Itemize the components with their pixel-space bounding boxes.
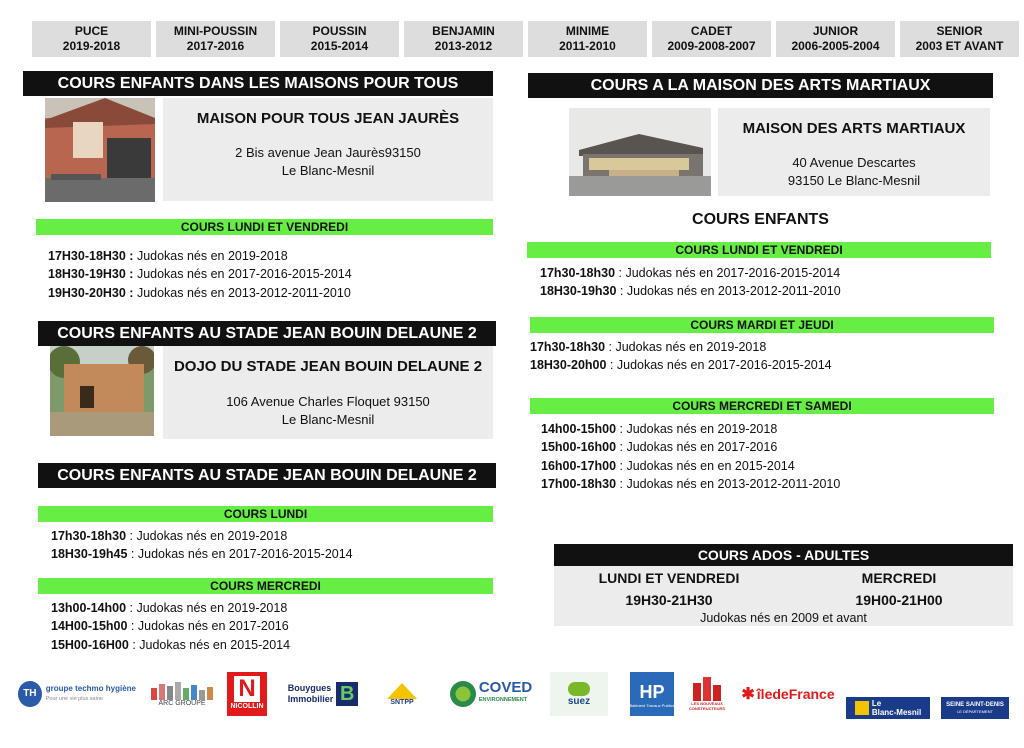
coved-name: COVED	[478, 679, 533, 696]
category-name: BENJAMIN	[432, 24, 495, 38]
schedule-row	[51, 617, 290, 635]
venue-card-dojo-stade	[163, 346, 493, 439]
venue-address-line1: 2 Bis avenue Jean Jaurès93150	[235, 145, 421, 160]
venue-address-line1: 106 Avenue Charles Floquet 93150	[226, 394, 430, 409]
category-name: SENIOR	[936, 24, 983, 38]
schedule-text: Judokas nés en 2017-2016-2015-2014	[133, 267, 352, 282]
hp-name: HP	[639, 681, 665, 702]
days-bar-mardi-jeudi: COURS MARDI ET JEUDI	[530, 317, 994, 333]
days-bar-lundi-vendredi: COURS LUNDI ET VENDREDI	[527, 242, 991, 258]
suez-name: suez	[567, 695, 591, 707]
schedule-row	[51, 599, 290, 617]
logo-seine-saint-denis	[941, 697, 1009, 719]
nouveaux-icon	[689, 677, 725, 701]
photo-maison-pour-tous	[45, 98, 155, 202]
schedule-text: : Judokas nés en 2017-2016	[616, 440, 778, 455]
idf-name: îledeFrance	[756, 686, 835, 702]
category-name: PUCE	[74, 24, 109, 38]
days-bar-mercredi-samedi: COURS MERCREDI ET SAMEDI	[530, 398, 994, 414]
category-name: MINI-POUSSIN	[173, 24, 258, 38]
schedule-row	[51, 636, 290, 654]
section-title-stade-2: COURS ENFANTS AU STADE JEAN BOUIN DELAUNE 2	[38, 463, 496, 488]
schedule-row	[530, 338, 832, 356]
schedule-row	[51, 545, 353, 563]
category-cell	[156, 21, 275, 57]
schedule-time: 17H30-18H30 :	[48, 249, 134, 263]
schedule-row	[48, 247, 352, 265]
schedule-time: 14h00-15h00	[541, 422, 617, 436]
sntpp-name: SNTPP	[390, 698, 414, 706]
category-cell	[652, 21, 771, 57]
days-bar-mercredi: COURS MERCREDI	[38, 578, 493, 594]
schedule-row	[541, 457, 840, 475]
schedule-text: : Judokas nés en en 2015-2014	[616, 458, 795, 473]
schedule-row	[540, 282, 841, 300]
adults-note: Judokas nés en 2009 et avant	[700, 611, 867, 625]
days-bar-lundi: COURS LUNDI	[38, 506, 493, 522]
category-name: POUSSIN	[312, 24, 367, 38]
suez-icon	[568, 682, 590, 696]
schedule-list	[48, 247, 352, 302]
schedule-time: 15h00-16h00	[541, 440, 617, 455]
ssd-name: SEINE SAINT-DENIS	[946, 702, 1004, 708]
logo-bouygues	[282, 672, 364, 716]
schedule-time: 18H30-19h30	[540, 284, 617, 299]
schedule-text: : Judokas nés en 2017-2016-2015-2014	[606, 358, 832, 373]
schedule-time: 17h30-18h30	[51, 529, 127, 543]
schedule-text: : Judokas nés en 2015-2014	[128, 637, 291, 652]
bouygues-line1: Bouygues	[287, 683, 332, 693]
category-years: 2015-2014	[310, 39, 369, 53]
category-years: 2006-2005-2004	[791, 39, 880, 53]
subtitle-cours-enfants: COURS ENFANTS	[692, 211, 829, 228]
section-title-maisons-pour-tous: COURS ENFANTS DANS LES MAISONS POUR TOUS	[23, 71, 493, 96]
schedule-time: 18H30-19h45	[51, 547, 128, 562]
category-years: 2019-2018	[62, 39, 121, 53]
schedule-row	[530, 356, 832, 374]
category-years: 2017-2016	[186, 39, 245, 53]
logo-hp	[630, 672, 674, 716]
arc-name: ARC GROUPE	[158, 699, 206, 707]
section-title-stade-1: COURS ENFANTS AU STADE JEAN BOUIN DELAUNE 2	[38, 321, 496, 346]
schedule-time: 17h30-18h30	[540, 266, 616, 280]
category-cell	[900, 21, 1019, 57]
days-bar-lundi-vendredi: COURS LUNDI ET VENDREDI	[36, 219, 493, 235]
logo-blanc-mesnil	[846, 697, 930, 719]
bouygues-line2: Immobilier	[287, 694, 334, 704]
schedule-text: : Judokas nés en 2013-2012-2011-2010	[616, 476, 841, 491]
adults-time-2: 19H00-21H00	[855, 592, 943, 608]
schedule-time: 17h00-18h30	[541, 476, 617, 491]
schedule-time: 18H30-20h00	[530, 358, 607, 373]
schedule-time: 19H30-20H30 :	[48, 285, 134, 300]
category-name: JUNIOR	[812, 24, 859, 38]
adults-card	[554, 566, 1013, 626]
nicollin-letter: N	[234, 676, 259, 702]
sntpp-icon	[387, 683, 417, 699]
logo-sntpp	[380, 672, 424, 716]
bouygues-icon: B	[336, 682, 358, 706]
section-title-arts-martiaux: COURS A LA MAISON DES ARTS MARTIAUX	[528, 73, 993, 98]
adults-title: COURS ADOS - ADULTES	[554, 544, 1013, 566]
category-cell	[280, 21, 399, 57]
venue-address-line2: Le Blanc-Mesnil	[281, 163, 375, 178]
logo-suez	[550, 672, 608, 716]
schedule-time: 18H30-19H30 :	[48, 267, 134, 282]
adults-time-1: 19H30-21H30	[625, 592, 713, 608]
photo-dojo-stade	[50, 346, 154, 436]
logo-nouveaux-constructeurs	[684, 672, 730, 716]
venue-card-arts-martiaux	[718, 108, 990, 196]
schedule-list	[540, 264, 841, 301]
category-name: CADET	[690, 24, 733, 38]
techmo-sub: Pour une vie plus saine	[45, 696, 103, 702]
logo-coved	[442, 672, 540, 716]
category-cell	[404, 21, 523, 57]
adults-day-1: LUNDI ET VENDREDI	[598, 570, 740, 586]
schedule-text: : Judokas nés en 2013-2012-2011-2010	[616, 284, 841, 299]
hp-sub: Batiment Travaux Publics	[629, 702, 675, 708]
logo-arc	[146, 672, 218, 716]
schedule-text: : Judokas nés en 2019-2018	[605, 340, 767, 354]
category-years: 2009-2008-2007	[667, 39, 756, 53]
logo-nicollin	[227, 672, 267, 716]
schedule-text: Judokas nés en 2013-2012-2011-2010	[133, 285, 351, 300]
nouveaux-name: LES NOUVEAUX CONSTRUCTEURS	[688, 701, 726, 711]
schedule-row	[48, 265, 352, 283]
schedule-row	[541, 420, 840, 438]
schedule-list	[530, 338, 832, 375]
category-years: 2011-2010	[559, 39, 616, 53]
venue-address-line1: 40 Avenue Descartes	[792, 155, 916, 170]
schedule-text: : Judokas nés en 2017-2016-2015-2014	[615, 266, 841, 280]
logo-techmo	[18, 672, 136, 716]
coved-sub: ENVIRONNEMENT	[478, 697, 528, 703]
venue-name: MAISON DES ARTS MARTIAUX	[742, 120, 966, 137]
schedule-row	[541, 475, 840, 493]
coved-icon	[450, 681, 476, 707]
schedule-list	[51, 599, 290, 654]
category-cell	[776, 21, 895, 57]
arc-icon	[149, 682, 215, 700]
schedule-time: 17h30-18h30	[530, 340, 606, 354]
venue-name: MAISON POUR TOUS JEAN JAURÈS	[196, 110, 460, 127]
ssd-sub: LE DÉPARTEMENT	[957, 709, 993, 714]
category-name: MINIME	[565, 24, 610, 38]
schedule-text: : Judokas nés en 2017-2016	[127, 619, 289, 634]
venue-address-line2: Le Blanc-Mesnil	[281, 412, 375, 427]
schedule-time: 16h00-17h00	[541, 458, 617, 473]
techmo-name: groupe techmo hygiène	[45, 684, 136, 693]
schedule-time: 13h00-14h00	[51, 601, 127, 615]
venue-name: DOJO DU STADE JEAN BOUIN DELAUNE 2	[173, 358, 483, 375]
schedule-text: : Judokas nés en 2019-2018	[126, 601, 288, 615]
schedule-list	[51, 527, 353, 564]
logo-ile-de-france	[741, 672, 835, 716]
schedule-text: : Judokas nés en 2019-2018	[616, 422, 778, 436]
venue-address-line2: 93150 Le Blanc-Mesnil	[787, 173, 921, 188]
techmo-icon: TH	[18, 681, 42, 707]
blanc-mesnil-icon	[855, 701, 869, 715]
schedule-list	[541, 420, 840, 493]
adults-day-2: MERCREDI	[861, 570, 937, 586]
schedule-text: Judokas nés en 2019-2018	[133, 249, 288, 263]
blanc-line1: Le	[871, 699, 882, 708]
category-cell	[32, 21, 151, 57]
category-cell	[528, 21, 647, 57]
schedule-row	[540, 264, 841, 282]
schedule-text: : Judokas nés en 2019-2018	[126, 529, 288, 543]
nicollin-name: NICOLLIN	[230, 703, 264, 710]
photo-arts-martiaux	[569, 108, 711, 196]
schedule-text: : Judokas nés en 2017-2016-2015-2014	[127, 547, 353, 562]
category-years: 2003 ET AVANT	[915, 39, 1004, 53]
blanc-line2: Blanc-Mesnil	[871, 708, 922, 717]
idf-icon: ✱	[741, 686, 755, 703]
venue-card-jean-jaures	[163, 98, 493, 201]
schedule-row	[51, 527, 353, 545]
schedule-time: 14H00-15h00	[51, 619, 128, 634]
schedule-row	[541, 438, 840, 456]
schedule-row	[48, 284, 352, 302]
category-years: 2013-2012	[434, 39, 493, 53]
schedule-time: 15H00-16H00	[51, 637, 129, 652]
